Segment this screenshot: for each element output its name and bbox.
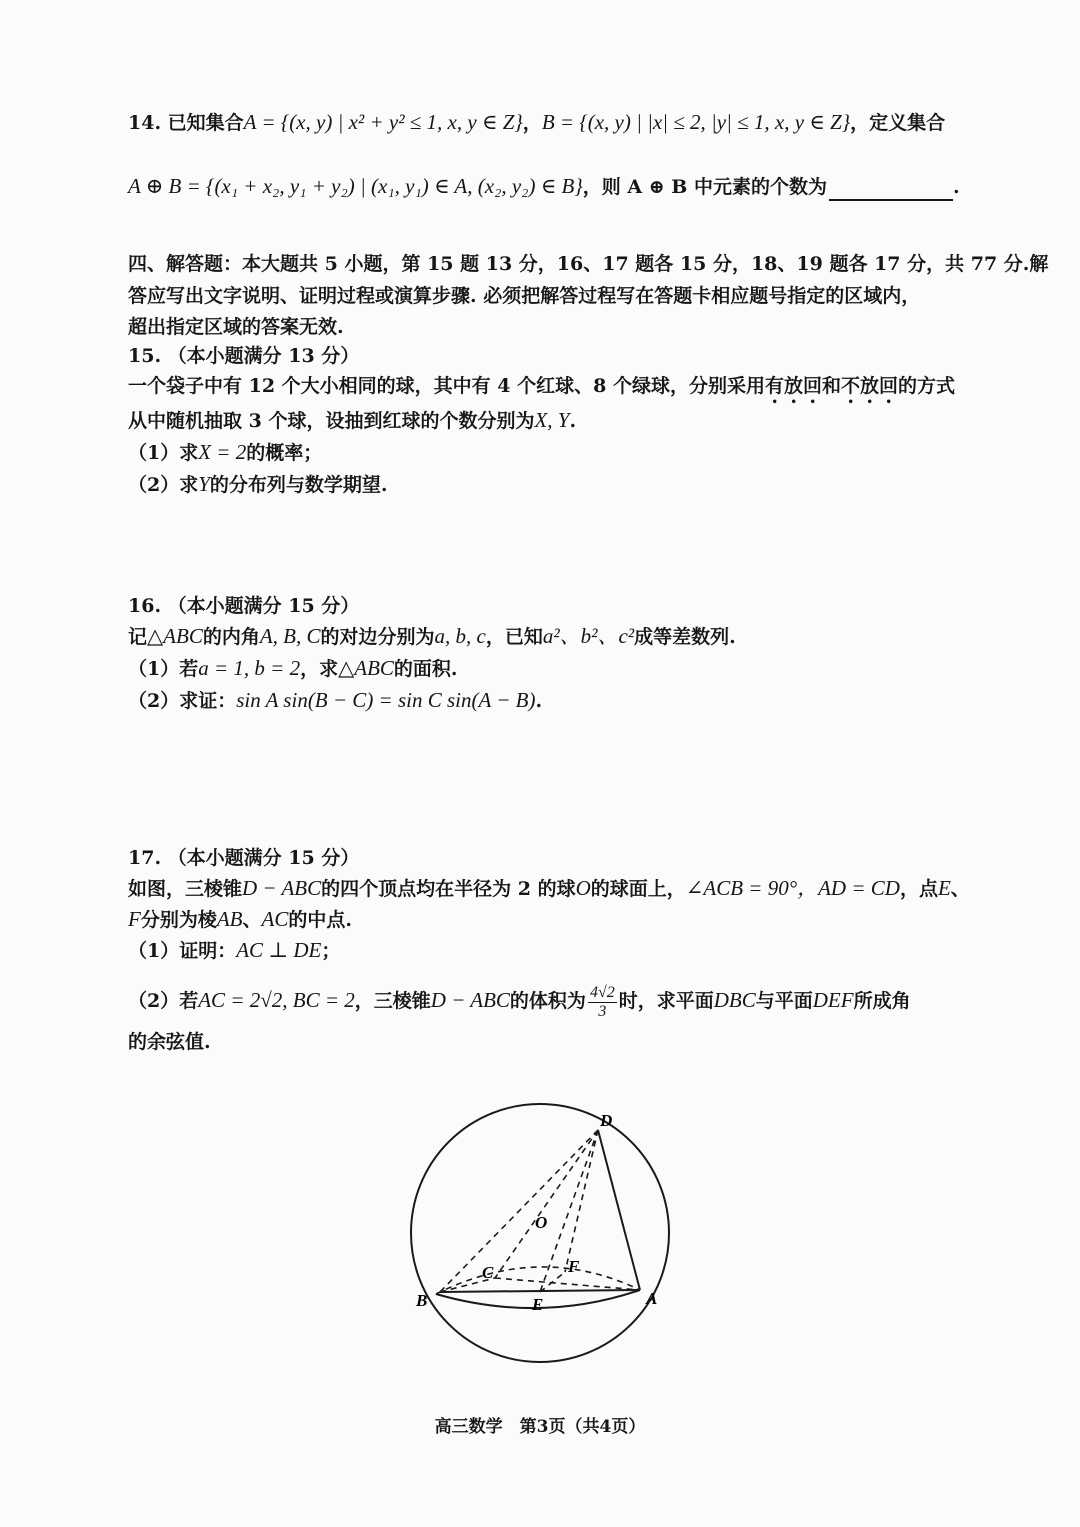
q14-answer-blank	[829, 179, 953, 201]
q17-p2-d: 时，求平面	[618, 990, 714, 1012]
q17-m2: O	[575, 876, 591, 900]
q14-question: ，则 A ⊕ B 中元素的个数为	[582, 176, 827, 198]
q14-line2	[128, 172, 958, 201]
q17-part2-line2: 的余弦值.	[128, 1031, 211, 1053]
q14-line1	[128, 108, 958, 137]
q17-p2-m4: DEF	[812, 988, 854, 1012]
q17-l2-a: 分别为棱	[140, 909, 217, 931]
label-B: B	[416, 1291, 428, 1310]
label-E: E	[532, 1295, 544, 1314]
q17-m4: E	[937, 876, 951, 900]
q14-suffix: ，定义集合	[850, 112, 946, 134]
q17-l2-m2: AB	[216, 907, 243, 931]
q16-m4: a²、b²、c²	[542, 624, 635, 648]
edge-DC	[495, 1130, 598, 1278]
q17-m1: D − ABC	[242, 876, 322, 900]
q17-p2-math: AC = 2√2, BC = 2	[198, 988, 355, 1012]
q15-part1-a: （1）求	[128, 442, 199, 464]
q17-p2-c: 的体积为	[509, 990, 586, 1012]
q15-vars: X, Y	[534, 408, 570, 432]
q17-p1-math: AC ⊥ DE	[236, 938, 322, 962]
q16-p1-c: 的面积.	[393, 658, 458, 680]
q17-l2-m3: AC	[261, 907, 289, 931]
label-A: A	[646, 1289, 658, 1308]
q17-l2-b: 、	[242, 909, 262, 931]
q17-p2-m2: D − ABC	[430, 988, 510, 1012]
q16-p2-math: sin A sin(B − C) = sin C sin(A − B)	[236, 688, 536, 712]
q16-m1: △ABC	[147, 624, 203, 648]
q17-header: 17. （本小题满分 15 分）	[128, 847, 360, 869]
q17-p2-a: （2）若	[128, 990, 199, 1012]
q14-prefix: 14. 已知集合	[128, 112, 244, 134]
q15-with-replacement: 有放回	[764, 375, 822, 397]
q16-b: 的内角	[202, 626, 260, 648]
q17-c: 的球面上，	[590, 878, 686, 900]
q14-definition: A ⊕ B = {(x₁ + x₂, y₁ + y₂) | (x₁, y₁) ∈ A, (x₂, y₂) ∈ B}	[128, 174, 583, 198]
edge-DF	[565, 1130, 598, 1272]
q15-part2-a: （2）求	[128, 474, 199, 496]
label-O: O	[535, 1213, 548, 1232]
q16-c: 的对边分别为	[320, 626, 435, 648]
edge-CA	[495, 1278, 640, 1290]
label-D: D	[600, 1111, 613, 1130]
fraction-denominator: 3	[598, 1002, 607, 1020]
q17-line2	[128, 905, 958, 934]
q16-header: 16. （本小题满分 15 分）	[128, 595, 360, 617]
q16-part1	[128, 654, 958, 683]
q17-e: 、	[950, 878, 970, 900]
q17-p1-a: （1）证明：	[128, 940, 237, 962]
sphere-outline	[411, 1104, 669, 1362]
q15-text-c: 和	[821, 375, 841, 397]
q16-line1	[128, 622, 958, 651]
q16-d: ，已知	[485, 626, 543, 648]
q17-a: 如图，三棱锥	[128, 878, 243, 900]
edge-DA	[598, 1130, 640, 1290]
section4-line2: 答应写出文字说明、证明过程或演算步骤. 必须把解答过程写在答题卡相应题号指定的区域内，	[128, 285, 921, 307]
q15-text-2: 从中随机抽取 3 个球，设抽到红球的个数分别为	[128, 410, 535, 432]
fraction-numerator: 4√2	[589, 983, 615, 1001]
q17-part2	[128, 978, 958, 1023]
q15-end: .	[569, 410, 577, 432]
q16-p1-b: ，求	[300, 658, 339, 680]
q14-end: .	[952, 176, 960, 198]
q17-d: ，点	[899, 878, 938, 900]
q14-sep: ，	[522, 112, 542, 134]
q15-part2-math: Y	[198, 472, 210, 496]
q15-line1	[128, 372, 958, 408]
q15-header: 15. （本小题满分 13 分）	[128, 345, 360, 367]
q16-p2-end: .	[535, 690, 543, 712]
section4-line1: 四、解答题：本大题共 5 小题，第 15 题 13 分，16、17 题各 15 分，18、19 题各 17 分，共 77 分.解	[128, 253, 1049, 275]
q15-part1	[128, 438, 958, 467]
q17-m3: ∠ACB = 90°，AD = CD	[685, 876, 900, 900]
q17-p2-m3: DBC	[713, 988, 756, 1012]
sphere-pyramid-figure	[400, 1092, 680, 1374]
q17-b: 的四个顶点均在半径为 2 的球	[321, 878, 576, 900]
q16-p2-a: （2）求证：	[128, 690, 237, 712]
q17-l2-m1: F	[128, 907, 141, 931]
q15-text-e: 的方式	[898, 375, 956, 397]
q17-p1-end: ；	[321, 940, 341, 962]
q14-set-b: B = {(x, y) | |x| ≤ 2, |y| ≤ 1, x, y ∈ Z}	[541, 110, 851, 134]
edge-BA	[440, 1290, 640, 1292]
q16-p1-math: a = 1, b = 2	[198, 656, 301, 680]
q17-p2-e: 与平面	[755, 990, 813, 1012]
q15-without-replacement: 不放回	[841, 375, 899, 397]
q17-p2-b: ，三棱锥	[354, 990, 431, 1012]
q15-part2-b: 的分布列与数学期望.	[209, 474, 388, 496]
q15-part2	[128, 470, 958, 499]
q16-part2	[128, 686, 958, 715]
q16-p1-m2: △ABC	[338, 656, 394, 680]
section4-line3: 超出指定区域的答案无效.	[128, 316, 344, 338]
page-footer: 高三数学 第3页（共4页）	[434, 1417, 646, 1437]
volume-fraction	[588, 984, 617, 1021]
q17-line1	[128, 874, 970, 903]
q16-a: 记	[128, 626, 148, 648]
label-F: F	[568, 1257, 580, 1276]
q15-part1-math: X = 2	[198, 440, 247, 464]
label-C: C	[482, 1263, 494, 1282]
q16-p1-a: （1）若	[128, 658, 199, 680]
q15-part1-b: 的概率；	[246, 442, 323, 464]
q15-text-a: 一个袋子中有 12 个大小相同的球，其中有 4 个红球、8 个绿球，分别采用	[128, 375, 765, 397]
q16-m2: A, B, C	[259, 624, 321, 648]
q16-e: 成等差数列.	[634, 626, 736, 648]
q17-p2-f: 所成角	[853, 990, 911, 1012]
q16-m3: a, b, c	[434, 624, 486, 648]
q17-part1	[128, 936, 958, 965]
q15-line2	[128, 406, 958, 435]
q14-set-a: A = {(x, y) | x² + y² ≤ 1, x, y ∈ Z}	[243, 110, 523, 134]
q17-l2-c: 的中点.	[288, 909, 352, 931]
